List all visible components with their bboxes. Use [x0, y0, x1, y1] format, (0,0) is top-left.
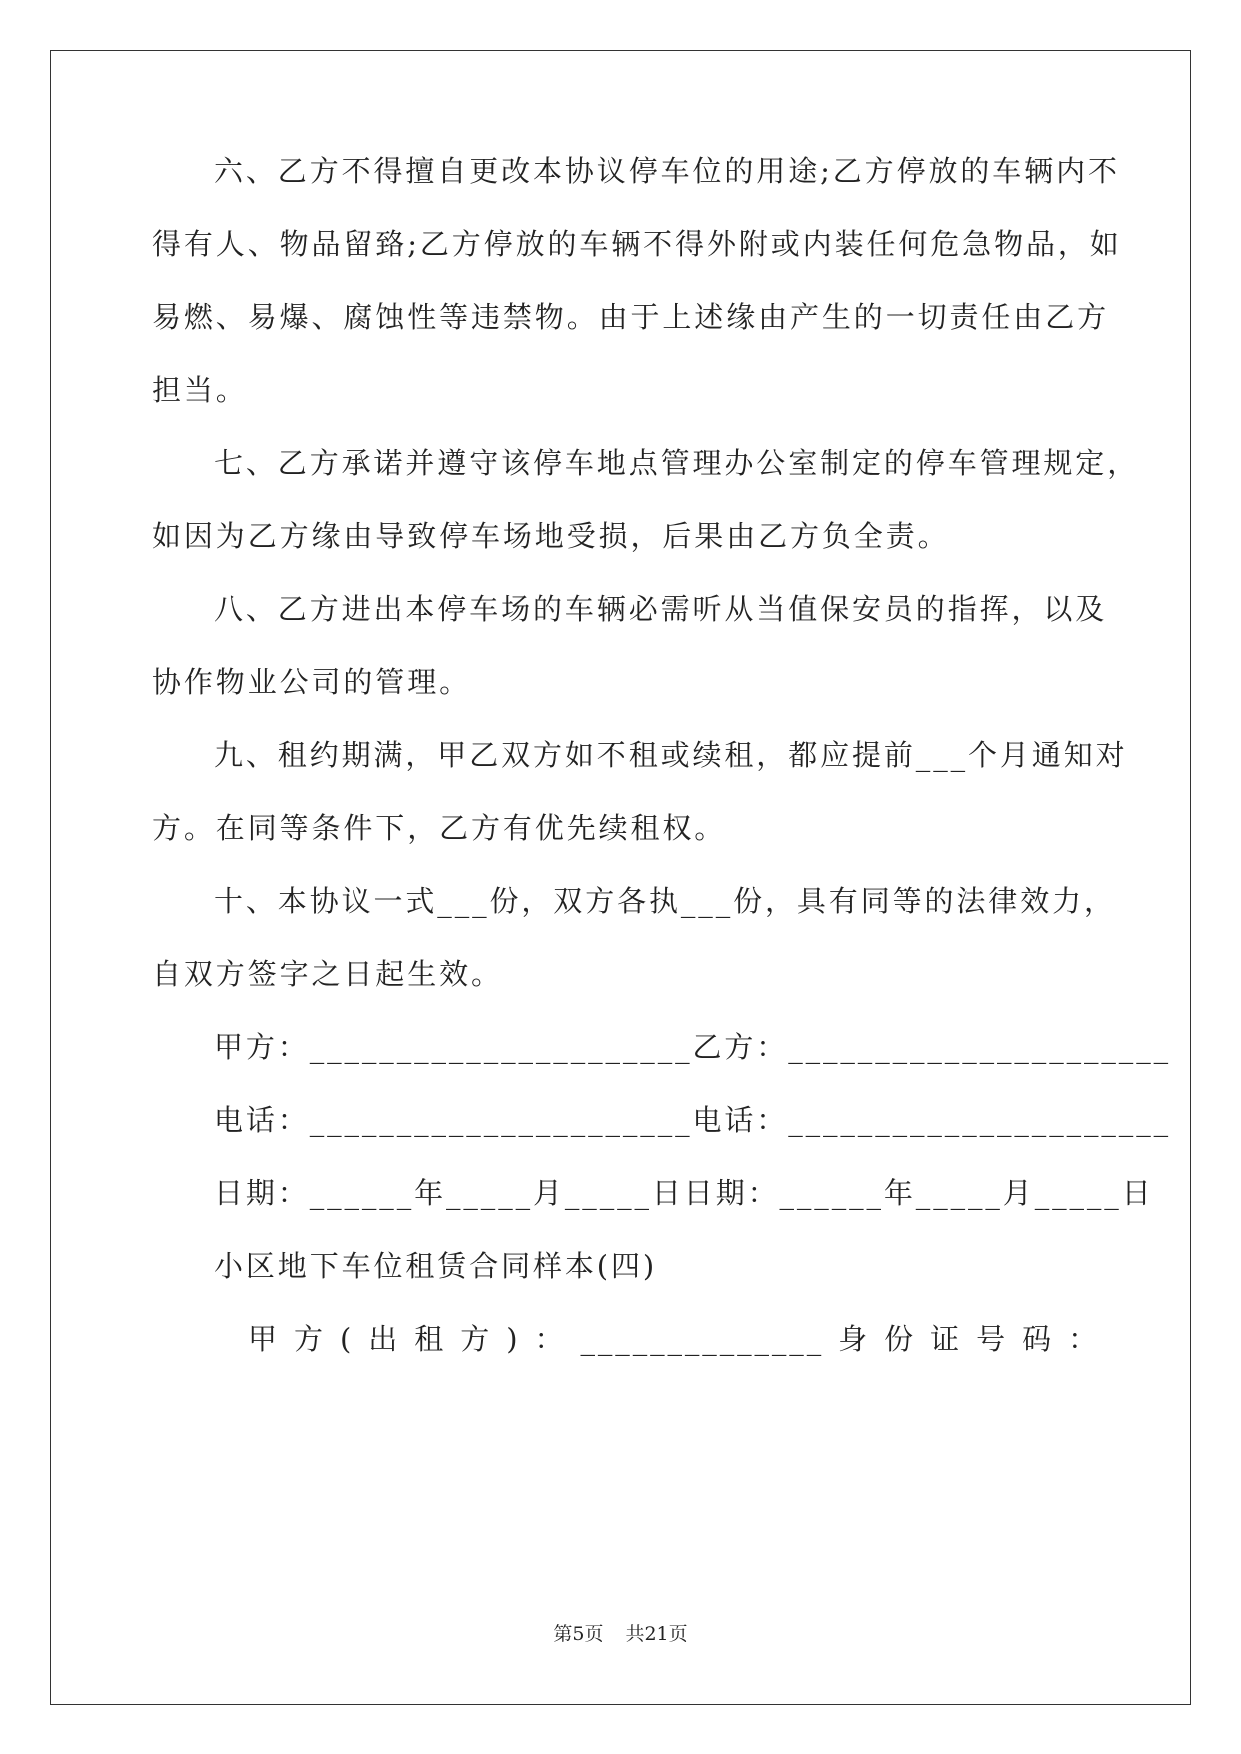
clause-6-line-2: 得有人、物品留臵;乙方停放的车辆不得外附或内装任何危急物品，如	[152, 227, 1122, 261]
clause-6-line-1: 六、乙方不得擅自更改本协议停车位的用途;乙方停放的车辆内不	[214, 154, 1120, 188]
clause-10-line-1: 十、本协议一式___份，双方各执___份，具有同等的法律效力，	[214, 884, 1116, 918]
clause-6-line-3: 易燃、易爆、腐蚀性等违禁物。由于上述缘由产生的一切责任由乙方	[152, 300, 1110, 334]
clause-8-line-2: 协作物业公司的管理。	[152, 665, 472, 699]
section-heading: 小区地下车位租赁合同样本(四)	[214, 1249, 658, 1283]
clause-8-line-1: 八、乙方进出本停车场的车辆必需听从当值保安员的指挥，以及	[214, 592, 1108, 626]
page-frame	[50, 50, 1191, 1705]
page-number: 第5页	[553, 1623, 604, 1645]
signature-party-line: 甲方：______________________乙方：______________________	[214, 1030, 1171, 1064]
signature-phone-line: 电话：______________________电话：______________________	[214, 1103, 1171, 1137]
clause-9-line-2: 方。在同等条件下，乙方有优先续租权。	[152, 811, 727, 845]
clause-7-line-2: 如因为乙方缘由导致停车场地受损，后果由乙方负全责。	[152, 519, 950, 553]
page-total: 共21页	[625, 1623, 688, 1645]
clause-6-line-4: 担当。	[152, 373, 248, 407]
lessor-id-line: 甲方(出租方)：______________身份证号码：	[248, 1322, 1100, 1356]
clause-7-line-1: 七、乙方承诺并遵守该停车地点管理办公室制定的停车管理规定，	[214, 446, 1140, 480]
signature-date-line: 日期：______年_____月_____日日期：______年_____月_____日	[214, 1176, 1154, 1210]
clause-9-line-1: 九、租约期满，甲乙双方如不租或续租，都应提前___个月通知对	[214, 738, 1128, 772]
page-footer	[0, 1619, 1241, 1646]
clause-10-line-2: 自双方签字之日起生效。	[152, 957, 503, 991]
